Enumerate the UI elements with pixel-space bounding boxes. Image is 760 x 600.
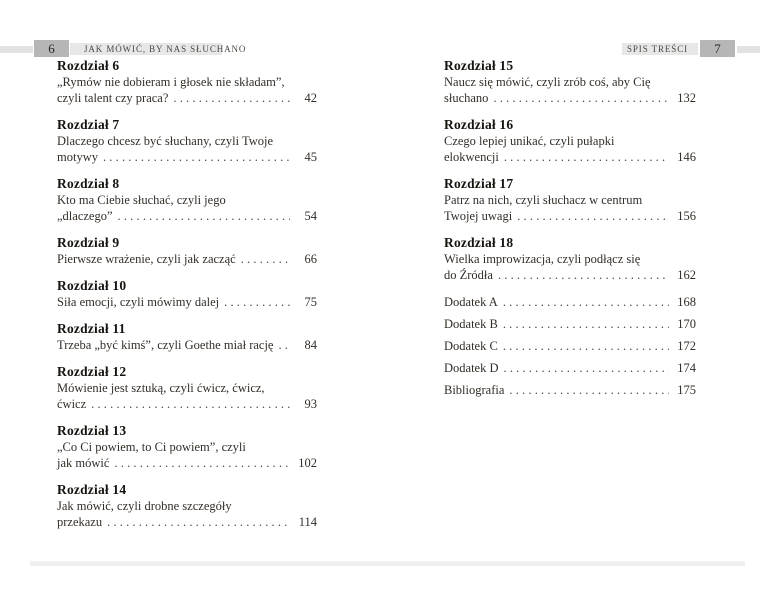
chapter-last-line bbox=[57, 396, 317, 412]
back-matter-entry bbox=[444, 360, 696, 376]
toc-column-left bbox=[57, 58, 317, 541]
chapter-title bbox=[57, 74, 317, 90]
chapter-title-line: Siła emocji, czyli mówimy dalej bbox=[57, 295, 220, 309]
dot-leader bbox=[504, 149, 669, 165]
back-matter-page-ref: 174 bbox=[677, 361, 696, 375]
chapter-last-line bbox=[57, 208, 317, 224]
chapter-page-ref: 102 bbox=[298, 456, 317, 470]
toc-entry bbox=[57, 423, 317, 471]
chapter-page-ref: 75 bbox=[304, 295, 317, 309]
chapter-title-line: Mówienie jest sztuką, czyli ćwicz, ćwicz, bbox=[57, 381, 265, 395]
chapter-last-line bbox=[57, 149, 317, 165]
chapter-title-line: Jak mówić, czyli drobne szczegóły bbox=[57, 499, 232, 513]
toc-entry bbox=[57, 278, 317, 310]
chapter-page-ref: 132 bbox=[677, 91, 696, 105]
chapter-last-line bbox=[57, 294, 317, 310]
chapter-page-ref: 42 bbox=[304, 91, 317, 105]
dot-leader bbox=[503, 316, 669, 332]
left-page-number-box bbox=[34, 40, 69, 57]
dot-leader bbox=[278, 337, 290, 353]
right-running-header: SPIS TREŚCI bbox=[626, 44, 688, 54]
dot-leader bbox=[517, 208, 669, 224]
back-matter-entry bbox=[444, 382, 696, 398]
chapter-title-line: Trzeba „być kimś”, czyli Goethe miał rację bbox=[57, 338, 274, 352]
toc-entry bbox=[444, 117, 696, 165]
chapter-page-ref: 146 bbox=[677, 150, 696, 164]
left-running-header: JAK MÓWIĆ, BY NAS SŁUCHANO bbox=[84, 44, 247, 54]
back-matter-entry bbox=[444, 338, 696, 354]
chapter-title-line: motywy bbox=[57, 150, 98, 164]
chapter-heading: Rozdział 6 bbox=[57, 58, 120, 73]
back-matter-page-ref: 170 bbox=[677, 317, 696, 331]
toc-entry bbox=[57, 364, 317, 412]
chapter-title-line: Czego lepiej unikać, czyli pułapki bbox=[444, 134, 615, 148]
chapter-title-line: Naucz się mówić, czyli zrób coś, aby Cię bbox=[444, 75, 651, 89]
chapter-heading: Rozdział 17 bbox=[444, 176, 514, 191]
dot-leader bbox=[173, 90, 290, 106]
chapter-heading: Rozdział 15 bbox=[444, 58, 514, 73]
left-page-number: 6 bbox=[48, 40, 55, 56]
toc-entry bbox=[444, 176, 696, 224]
chapter-title-line: Pierwsze wrażenie, czyli jak zacząć bbox=[57, 252, 236, 266]
chapter-last-line bbox=[444, 208, 696, 224]
dot-leader bbox=[103, 149, 290, 165]
right-header-edge-rule bbox=[737, 46, 760, 53]
back-matter-page-ref: 175 bbox=[677, 383, 696, 397]
dot-leader bbox=[118, 208, 290, 224]
footer-rule bbox=[30, 561, 745, 566]
toc-entry bbox=[444, 235, 696, 283]
right-page-number: 7 bbox=[714, 40, 721, 56]
chapter-last-line bbox=[444, 149, 696, 165]
chapter-title-line: Twojej uwagi bbox=[444, 209, 513, 223]
chapter-heading: Rozdział 7 bbox=[57, 117, 120, 132]
chapter-heading: Rozdział 10 bbox=[57, 278, 127, 293]
chapter-page-ref: 54 bbox=[304, 209, 317, 223]
chapter-heading: Rozdział 11 bbox=[57, 321, 126, 336]
chapter-page-ref: 156 bbox=[677, 209, 696, 223]
chapter-heading: Rozdział 18 bbox=[444, 235, 514, 250]
chapter-title bbox=[444, 133, 696, 149]
toc-entry bbox=[444, 58, 696, 106]
back-matter-label: Bibliografia bbox=[444, 383, 505, 397]
dot-leader bbox=[503, 294, 669, 310]
chapter-page-ref: 45 bbox=[304, 150, 317, 164]
chapter-last-line bbox=[57, 455, 317, 471]
chapter-heading: Rozdział 16 bbox=[444, 117, 514, 132]
chapter-last-line bbox=[444, 267, 696, 283]
chapter-last-line bbox=[57, 337, 317, 353]
chapter-last-line bbox=[57, 90, 317, 106]
toc-entry bbox=[57, 321, 317, 353]
left-header-edge-rule bbox=[0, 46, 33, 53]
dot-leader bbox=[91, 396, 290, 412]
chapter-last-line bbox=[57, 514, 317, 530]
chapter-title bbox=[57, 439, 317, 455]
back-matter-label: Dodatek D bbox=[444, 361, 499, 375]
chapter-title-line: „Co Ci powiem, to Ci powiem”, czyli bbox=[57, 440, 246, 454]
chapter-last-line bbox=[57, 251, 317, 267]
back-matter-label: Dodatek C bbox=[444, 339, 498, 353]
chapter-title-line: „Rymów nie dobieram i głosek nie składam”, bbox=[57, 75, 285, 89]
chapter-page-ref: 93 bbox=[304, 397, 317, 411]
chapter-page-ref: 162 bbox=[677, 268, 696, 282]
toc-entry bbox=[57, 235, 317, 267]
chapter-title bbox=[444, 192, 696, 208]
chapter-page-ref: 66 bbox=[304, 252, 317, 266]
chapter-last-line bbox=[444, 90, 696, 106]
chapter-heading: Rozdział 13 bbox=[57, 423, 127, 438]
chapter-page-ref: 114 bbox=[298, 515, 317, 529]
chapter-title-line: ćwicz bbox=[57, 397, 87, 411]
right-page-number-box bbox=[700, 40, 735, 57]
chapter-title bbox=[57, 192, 317, 208]
chapter-title-line: do Źródła bbox=[444, 268, 493, 282]
chapter-title-line: „dlaczego” bbox=[57, 209, 113, 223]
toc-entry bbox=[57, 58, 317, 106]
chapter-title-line: Kto ma Ciebie słuchać, czyli jego bbox=[57, 193, 226, 207]
dot-leader bbox=[107, 514, 290, 530]
chapter-title bbox=[444, 251, 696, 267]
dot-leader bbox=[493, 90, 669, 106]
toc-entry bbox=[57, 176, 317, 224]
toc-entry bbox=[57, 117, 317, 165]
back-matter-page-ref: 168 bbox=[677, 295, 696, 309]
back-matter-page-ref: 172 bbox=[677, 339, 696, 353]
back-matter-label: Dodatek A bbox=[444, 295, 498, 309]
chapter-title-line: Patrz na nich, czyli słuchacz w centrum bbox=[444, 193, 643, 207]
chapter-title-line: Wielka improwizacja, czyli podłącz się bbox=[444, 252, 641, 266]
back-matter-entry bbox=[444, 294, 696, 310]
chapter-title-line: słuchano bbox=[444, 91, 489, 105]
chapter-title-line: elokwencji bbox=[444, 150, 499, 164]
dot-leader bbox=[504, 360, 670, 376]
chapter-title-line: przekazu bbox=[57, 515, 103, 529]
chapter-title bbox=[57, 498, 317, 514]
chapter-title-line: Dlaczego chcesz być słuchany, czyli Twoje bbox=[57, 134, 274, 148]
back-matter-label: Dodatek B bbox=[444, 317, 498, 331]
chapter-title-line: czyli talent czy praca? bbox=[57, 91, 169, 105]
toc-column-right bbox=[444, 58, 696, 404]
dot-leader bbox=[503, 338, 669, 354]
back-matter-entry bbox=[444, 316, 696, 332]
toc-entry bbox=[57, 482, 317, 530]
chapter-heading: Rozdział 12 bbox=[57, 364, 127, 379]
dot-leader bbox=[509, 382, 669, 398]
chapter-heading: Rozdział 14 bbox=[57, 482, 127, 497]
left-running-header-bar bbox=[70, 43, 247, 55]
chapter-title bbox=[57, 380, 317, 396]
right-running-header-bar bbox=[622, 43, 698, 55]
chapter-heading: Rozdział 9 bbox=[57, 235, 120, 250]
chapter-heading: Rozdział 8 bbox=[57, 176, 120, 191]
back-matter-list bbox=[444, 294, 696, 398]
dot-leader bbox=[224, 294, 290, 310]
dot-leader bbox=[498, 267, 669, 283]
chapter-title-line: jak mówić bbox=[57, 456, 110, 470]
dot-leader bbox=[114, 455, 290, 471]
dot-leader bbox=[241, 251, 290, 267]
chapter-title bbox=[57, 133, 317, 149]
chapter-page-ref: 84 bbox=[304, 338, 317, 352]
chapter-title bbox=[444, 74, 696, 90]
